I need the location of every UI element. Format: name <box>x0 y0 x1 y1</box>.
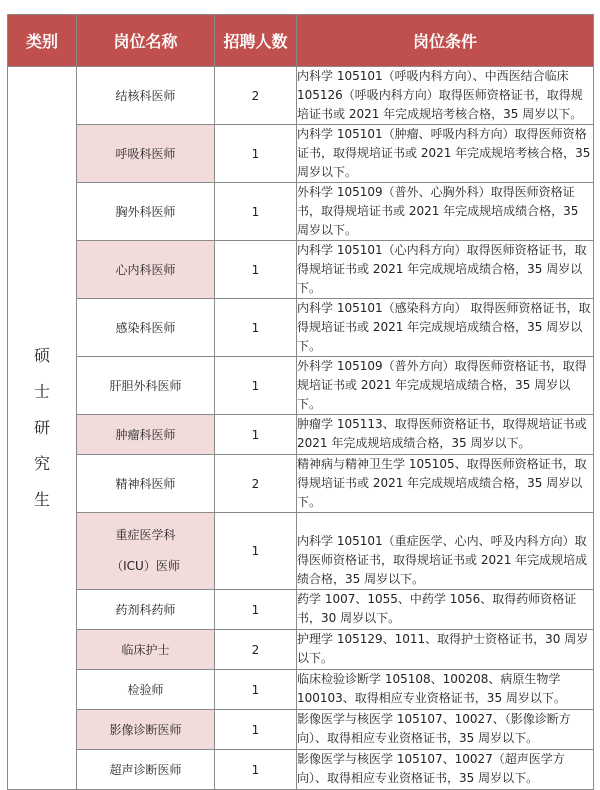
category-cell <box>8 67 77 790</box>
table-row <box>8 455 594 513</box>
position-conditions: 药学 1007、1055、中药学 1056、取得药师资格证书，30 周岁以下。 <box>297 590 594 630</box>
position-conditions: 内科学 105101（肿瘤、呼吸内科方向）取得医师资格证书，取得规培证书或 2021 年完成规培考核合格，35 周岁以下。 <box>297 125 594 183</box>
header-count: 招聘人数 <box>215 15 297 67</box>
position-name: 心内科医师 <box>77 241 215 299</box>
position-conditions: 护理学 105129、1011、取得护士资格证书，30 周岁以下。 <box>297 630 594 670</box>
table-row <box>8 590 594 630</box>
position-conditions: 内科学 105101（重症医学、心内、呼及内科方向）取得医师资格证书，取得规培证书或 2021 年完成规培成绩合格，35 周岁以下。 <box>297 513 594 590</box>
position-name: 超声诊断医师 <box>77 750 215 790</box>
position-name: 重症医学科 <box>115 528 176 542</box>
table-row <box>8 125 594 183</box>
position-conditions: 精神病与精神卫生学 105105、取得医师资格证书，取得规培证书或 2021 年完成规培成绩合格，35 周岁以下。 <box>297 455 594 513</box>
position-conditions: 临床检验诊断学 105108、100208、病原生物学 100103、取得相应专业资格证书，35 周岁以下。 <box>297 670 594 710</box>
recruitment-table <box>7 14 594 790</box>
position-name: 药剂科药师 <box>77 590 215 630</box>
header-position: 岗位名称 <box>77 15 215 67</box>
position-count: 1 <box>215 513 297 590</box>
position-count: 2 <box>215 630 297 670</box>
category-char: 硕 <box>33 346 50 365</box>
table-row <box>8 750 594 790</box>
table-row <box>8 299 594 357</box>
position-name-cell <box>77 513 215 590</box>
position-conditions: 影像医学与核医学 105107、10027（超声医学方向）、取得相应专业资格证书，35 周岁以下。 <box>297 750 594 790</box>
position-name: 精神科医师 <box>77 455 215 513</box>
table-header-row <box>8 15 594 67</box>
position-name: 感染科医师 <box>77 299 215 357</box>
table-row <box>8 183 594 241</box>
recruitment-table-container <box>7 14 594 790</box>
position-name: 影像诊断医师 <box>77 710 215 750</box>
table-row <box>8 415 594 455</box>
table-row <box>8 630 594 670</box>
position-name: 检验师 <box>77 670 215 710</box>
table-row <box>8 357 594 415</box>
position-conditions: 外科学 105109（普外、心胸外科）取得医师资格证书，取得规培证书或 2021 年完成规培成绩合格，35 周岁以下。 <box>297 183 594 241</box>
position-conditions: 内科学 105101（呼吸内科方向）、中西医结合临床105126（呼吸内科方向）取得医师资格证书，取得规培证书或 2021 年完成规培考核合格，35 周岁以下。 <box>297 67 594 125</box>
position-count: 1 <box>215 241 297 299</box>
position-conditions: 肿瘤学 105113、取得医师资格证书，取得规培证书或 2021 年完成规培成绩合格，35 周岁以下。 <box>297 415 594 455</box>
position-count: 1 <box>215 415 297 455</box>
table-row <box>8 710 594 750</box>
position-count: 1 <box>215 710 297 750</box>
position-count: 2 <box>215 455 297 513</box>
category-char: 生 <box>33 490 50 509</box>
category-char: 士 <box>33 382 50 401</box>
header-conditions: 岗位条件 <box>297 15 594 67</box>
position-conditions: 内科学 105101（心内科方向）取得医师资格证书，取得规培证书或 2021 年完成规培成绩合格，35 周岁以下。 <box>297 241 594 299</box>
position-name: 肝胆外科医师 <box>77 357 215 415</box>
position-name: 临床护士 <box>77 630 215 670</box>
position-name: 结核科医师 <box>77 67 215 125</box>
position-count: 1 <box>215 590 297 630</box>
category-char: 究 <box>33 454 50 473</box>
table-row <box>8 670 594 710</box>
position-conditions: 外科学 105109（普外方向）取得医师资格证书，取得规培证书或 2021 年完成规培成绩合格，35 周岁以下。 <box>297 357 594 415</box>
position-count: 1 <box>215 357 297 415</box>
position-count: 2 <box>215 67 297 125</box>
position-count: 1 <box>215 670 297 710</box>
position-count: 1 <box>215 299 297 357</box>
header-category: 类别 <box>8 15 77 67</box>
position-name: 胸外科医师 <box>77 183 215 241</box>
position-name: 肿瘤科医师 <box>77 415 215 455</box>
position-conditions: 内科学 105101（感染科方向） 取得医师资格证书，取得规培证书或 2021 年完成规培成绩合格，35 周岁以下。 <box>297 299 594 357</box>
category-char: 研 <box>33 418 50 437</box>
table-row <box>8 67 594 125</box>
position-name: 呼吸科医师 <box>77 125 215 183</box>
position-name-line2: （ICU）医师 <box>111 559 180 573</box>
table-row <box>8 513 594 590</box>
position-count: 1 <box>215 125 297 183</box>
position-conditions: 影像医学与核医学 105107、10027、（影像诊断方向）、取得相应专业资格证书，35 周岁以下。 <box>297 710 594 750</box>
position-count: 1 <box>215 183 297 241</box>
table-row <box>8 241 594 299</box>
position-count: 1 <box>215 750 297 790</box>
